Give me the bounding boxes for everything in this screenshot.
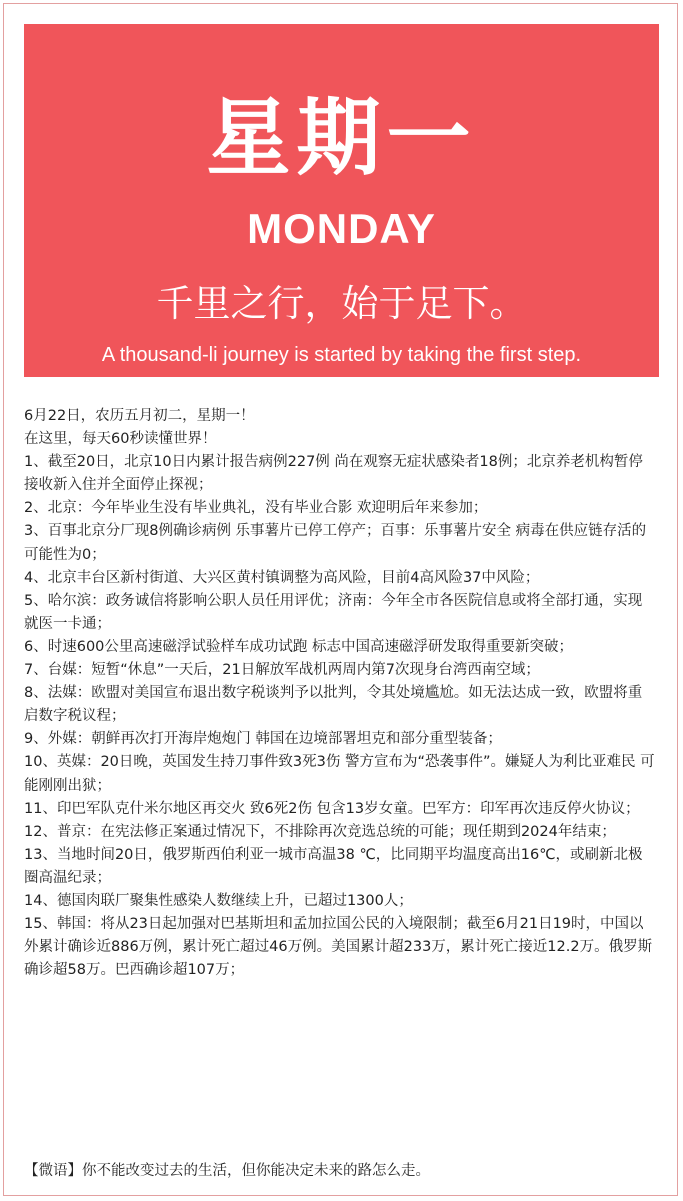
news-item: 2、北京：今年毕业生没有毕业典礼，没有毕业合影 欢迎明后年来参加；: [24, 500, 488, 517]
news-item: 11、印巴军队克什米尔地区再交火 致6死2伤 包含13岁女童。巴军方：印军再次违反停火协议；: [24, 800, 640, 817]
tagline: 在这里，每天60秒读懂世界！: [24, 431, 217, 448]
news-item: 13、当地时间20日，俄罗斯西伯利亚一城市高温38 ℃，比同期平均温度高出16℃，或刷新北极圈高温纪录；: [24, 846, 643, 886]
news-item: 7、台媒：短暂“休息”一天后，21日解放军战机两周内第7次现身台湾西南空域；: [24, 662, 540, 679]
news-item: 1、截至20日，北京10日内累计报告病例227例 尚在观察无症状感染者18例；北京养老机构暂停接收新入住并全面停止探视；: [24, 454, 643, 494]
date-line: 6月22日，农历五月初二，星期一！: [24, 408, 255, 424]
news-item: 9、外媒：朝鲜再次打开海岸炮炮门 韩国在边境部署坦克和部分重型装备；: [24, 731, 502, 748]
news-item: 8、法媒：欧盟对美国宣布退出数字税谈判予以批判，令其处境尴尬。如无法达成一致，欧盟将重启数字税议程；: [24, 685, 643, 725]
banner-title-en: MONDAY: [247, 205, 436, 252]
news-item: 3、百事北京分厂现8例确诊病例 乐事薯片已停工停产；百事：乐事薯片安全 病毒在供应链存活的可能性为0；: [24, 523, 647, 563]
news-item: 5、哈尔滨：政务诚信将影响公职人员任用评优；济南：今年全市各医院信息或将全部打通，实现就医一卡通；: [24, 592, 643, 632]
daily-quote: 【微语】你不能改变过去的生活，但你能决定未来的路怎么走。: [24, 1163, 430, 1179]
news-content: [24, 405, 656, 982]
banner-motto-en: A thousand-li journey is started by taking the first step.: [101, 344, 582, 366]
news-item: 12、普京：在宪法修正案通过情况下，不排除再次竞选总统的可能；现任期到2024年结束；: [24, 823, 616, 840]
news-item: 10、英媒：20日晚，英国发生持刀事件致3死3伤 警方宣布为“恐袭事件”。嫌疑人为利比亚难民 可能刚刚出狱；: [24, 754, 655, 794]
banner-title: 星期一: [206, 89, 477, 187]
news-item: 4、北京丰台区新村街道、大兴区黄村镇调整为高风险，目前4高风险37中风险；: [24, 569, 540, 586]
header-banner: [24, 24, 659, 377]
banner-motto: 千里之行，始于足下。: [156, 282, 527, 325]
news-item: 14、德国肉联厂聚集性感染人数继续上升，已超过1300人；: [24, 892, 413, 909]
news-item: 6、时速600公里高速磁浮试验样车成功试跑 标志中国高速磁浮研发取得重要新突破；: [24, 638, 574, 655]
news-item: 15、韩国：将从23日起加强对巴基斯坦和孟加拉国公民的入境限制；截至6月21日19时，中国以外累计确诊近886万例，累计死亡超过46万例。美国累计超233万，累计死亡接近12.2万。俄罗斯确诊超58万。巴西确诊超107万；: [24, 916, 653, 979]
